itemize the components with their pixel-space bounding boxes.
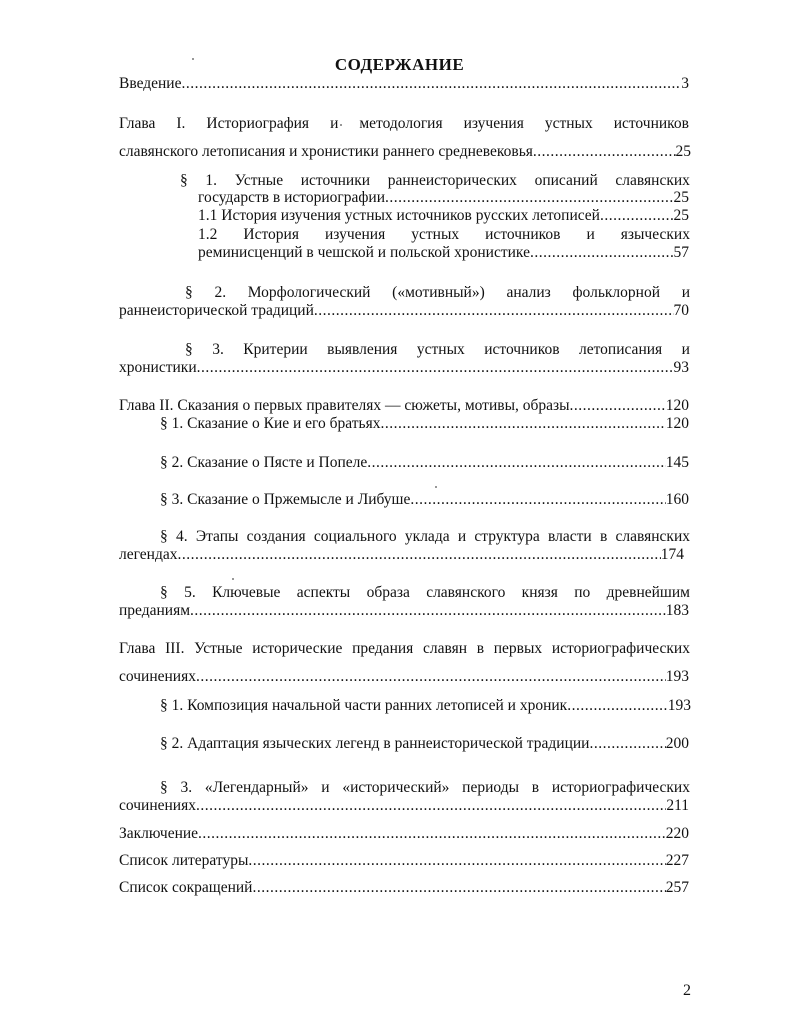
- toc-entry-page: 227: [665, 852, 689, 869]
- toc-word: анализ: [506, 284, 551, 301]
- dot-leader: [385, 189, 673, 207]
- dot-leader: [190, 602, 666, 620]
- toc-entry-page: 145: [665, 454, 689, 471]
- toc-entry-intro: [119, 75, 689, 93]
- toc-section-1-line1: [180, 172, 690, 190]
- dot-leader: [248, 852, 665, 870]
- toc-entry-page: 120: [665, 415, 689, 432]
- toc-word: и: [321, 779, 330, 796]
- toc-word: источников: [485, 226, 561, 243]
- toc-word: историографических: [551, 779, 690, 796]
- toc-word: 5.: [184, 584, 196, 601]
- dot-leader: [197, 359, 674, 377]
- page-title: СОДЕРЖАНИЕ: [334, 55, 465, 74]
- toc-word: славянских: [615, 172, 690, 189]
- toc-chapter-3-line2: сочинениях ..... 193: [119, 668, 689, 686]
- toc-word: социального: [313, 528, 397, 545]
- toc-word: древнейшим: [606, 584, 690, 601]
- toc-word: периоды: [462, 779, 519, 796]
- toc-word: §: [185, 341, 193, 358]
- toc-entry-page: 25: [675, 143, 691, 160]
- toc-entry-literature: Список литературы ..... 227: [119, 852, 689, 870]
- toc-word: Ключевые: [212, 584, 281, 601]
- toc-section-2-line2: раннеисторической традиций ..... 70: [119, 302, 689, 320]
- toc-entry-page: 174: [660, 546, 684, 563]
- toc-entry-page: 25: [673, 207, 689, 224]
- toc-entry-text: Введение: [119, 75, 182, 92]
- toc-word: создания: [246, 528, 306, 545]
- toc-word: фольклорной: [572, 284, 660, 301]
- toc-chapter-2-section-3: § 3. Сказание о Пржемысле и Либуше ..... 160: [160, 491, 689, 509]
- toc-word: славян: [422, 640, 468, 657]
- toc-word: методология: [359, 115, 443, 132]
- dot-leader: [567, 697, 668, 715]
- toc-section-2-line1: [185, 284, 690, 302]
- toc-word: 1.: [205, 172, 218, 189]
- dot-leader: [196, 668, 666, 686]
- toc-section-3-line2: хронистики ..... 93: [119, 359, 689, 377]
- dot-leader: [410, 491, 665, 509]
- toc-word: и: [681, 341, 690, 358]
- toc-chapter-2-section-1: § 1. Сказание о Кие и его братьях ..... 120: [160, 415, 689, 433]
- toc-word: аспекты: [296, 584, 351, 601]
- toc-word: историографических: [551, 640, 690, 657]
- toc-entry-page: 257: [665, 879, 689, 896]
- toc-word: 3.: [212, 341, 224, 358]
- toc-chapter-2: Глава II. Сказания о первых правителях — сюжеты, мотивы, образы ..... 120: [119, 397, 689, 415]
- toc-word: Устные: [234, 172, 284, 189]
- toc-word: Критерии: [243, 341, 308, 358]
- toc-word: устных: [416, 341, 465, 358]
- toc-word: История: [243, 226, 299, 243]
- toc-chapter-2-section-5-line1: [160, 584, 690, 602]
- toc-word: структура: [474, 528, 540, 545]
- toc-chapter-1-line2: славянского летописания и хронистики раннего средневековья ..... 25: [119, 143, 691, 161]
- toc-word: §: [185, 284, 193, 301]
- page-number: 2: [683, 982, 691, 999]
- toc-entry-page: 160: [665, 491, 689, 508]
- toc-word: изучения: [324, 226, 386, 243]
- toc-word: источники: [300, 172, 371, 189]
- toc-word: Глава: [119, 115, 156, 132]
- toc-entry-page: 193: [665, 668, 689, 685]
- toc-word: образа: [366, 584, 410, 601]
- dot-leader: [570, 397, 666, 415]
- toc-entry-page: 93: [673, 359, 689, 376]
- toc-word: Глава: [119, 640, 156, 657]
- toc-word: устных: [411, 226, 460, 243]
- toc-section-1-line2: государств в историографии ..... 25: [198, 189, 689, 207]
- dot-leader: [380, 415, 665, 433]
- toc-word: славянских: [615, 528, 690, 545]
- toc-word: §: [180, 172, 188, 189]
- toc-word: Историография: [206, 115, 310, 132]
- toc-chapter-1-line1: [119, 115, 689, 133]
- toc-chapter-3-line1: [119, 640, 690, 658]
- toc-word: Устные: [194, 640, 243, 657]
- toc-word: языческих: [620, 226, 690, 243]
- toc-word: Морфологический: [247, 284, 371, 301]
- toc-word: и: [586, 226, 595, 243]
- toc-chapter-3-section-3-line2: сочинениях ..... 211: [119, 797, 689, 815]
- toc-word: и: [330, 115, 339, 132]
- toc-entry-page: 193: [667, 697, 691, 714]
- toc-word: в: [476, 640, 485, 657]
- toc-word: 3.: [180, 779, 193, 796]
- toc-word: в: [599, 528, 608, 545]
- toc-subsection-1-2-line2: реминисценций в чешской и польской хронистике ..... 57: [198, 244, 689, 262]
- toc-word: §: [160, 584, 168, 601]
- dot-leader: [600, 207, 674, 225]
- toc-word: «исторический»: [342, 779, 450, 796]
- dot-leader: [589, 735, 665, 753]
- toc-word: по: [574, 584, 591, 601]
- toc-chapter-2-section-5-line2: преданиям ..... 183: [119, 602, 689, 620]
- toc-entry-page: 200: [665, 735, 689, 752]
- toc-word: и: [457, 528, 467, 545]
- toc-entry-page: 183: [665, 602, 689, 619]
- toc-entry-page: 220: [665, 825, 689, 842]
- toc-word: 2.: [214, 284, 227, 301]
- toc-entry-conclusion: Заключение ..... 220: [119, 825, 689, 843]
- toc-word: исторические: [252, 640, 343, 657]
- toc-word: предания: [352, 640, 414, 657]
- dot-leader: [252, 879, 665, 897]
- toc-word: Этапы: [195, 528, 239, 545]
- toc-subsection-1-1: 1.1 История изучения устных источников русских летописей ..... 25: [198, 207, 689, 225]
- scan-speck: [435, 486, 437, 488]
- dot-leader: [196, 797, 666, 815]
- toc-entry-page: 25: [673, 189, 689, 206]
- toc-word: «Легендарный»: [204, 779, 309, 796]
- toc-word: изучения: [463, 115, 524, 132]
- dot-leader: [198, 825, 666, 843]
- toc-word: в: [531, 779, 540, 796]
- toc-section-3-line1: [185, 341, 690, 359]
- toc-word: §: [160, 528, 168, 545]
- toc-chapter-3-section-3-line1: [160, 779, 690, 797]
- toc-word: первых: [493, 640, 543, 657]
- toc-chapter-2-section-4-line2: легендах ..... 174: [119, 546, 684, 564]
- toc-entry-abbreviations: Список сокращений ..... 257: [119, 879, 689, 897]
- dot-leader: [177, 546, 660, 564]
- toc-word: и: [681, 284, 690, 301]
- toc-entry-page: 70: [673, 302, 689, 319]
- dot-leader: [530, 244, 674, 262]
- toc-word: описаний: [534, 172, 598, 189]
- toc-entry-page: 120: [665, 397, 689, 414]
- toc-word: власти: [548, 528, 592, 545]
- toc-entry-page: 57: [673, 244, 689, 261]
- toc-entry-page: 211: [666, 797, 689, 814]
- dot-leader: [367, 454, 666, 472]
- toc-word: 1.2: [198, 226, 218, 243]
- toc-word: уклада: [404, 528, 450, 545]
- toc-word: («мотивный»): [392, 284, 485, 301]
- toc-word: раннеисторических: [387, 172, 517, 189]
- toc-entry-page: 3: [681, 75, 689, 92]
- toc-chapter-3-section-2: § 2. Адаптация языческих легенд в раннеисторической традиции ..... 200: [160, 735, 689, 753]
- toc-word: славянского: [426, 584, 506, 601]
- toc-word: 4.: [175, 528, 188, 545]
- scan-speck: [192, 58, 194, 60]
- toc-word: устных: [544, 115, 593, 132]
- toc-chapter-2-section-4-line1: [160, 528, 690, 546]
- dot-leader: [533, 143, 676, 161]
- dot-leader: [181, 75, 681, 93]
- toc-subsection-1-2-line1: [198, 226, 690, 244]
- toc-word: §: [160, 779, 168, 796]
- toc-word: выявления: [327, 341, 398, 358]
- toc-word: I.: [176, 115, 186, 132]
- toc-word: источников: [613, 115, 689, 132]
- toc-word: летописания: [578, 341, 663, 358]
- dot-leader: [314, 302, 674, 320]
- toc-chapter-2-section-2: § 2. Сказание о Пясте и Попеле ..... 145: [160, 454, 689, 472]
- toc-word: князя: [521, 584, 558, 601]
- scan-speck: [340, 124, 342, 126]
- toc-word: источников: [484, 341, 560, 358]
- toc-chapter-3-section-1: § 1. Композиция начальной части ранних летописей и хроник ..... 193: [160, 697, 691, 715]
- scan-speck: [232, 578, 234, 580]
- toc-word: III.: [165, 640, 185, 657]
